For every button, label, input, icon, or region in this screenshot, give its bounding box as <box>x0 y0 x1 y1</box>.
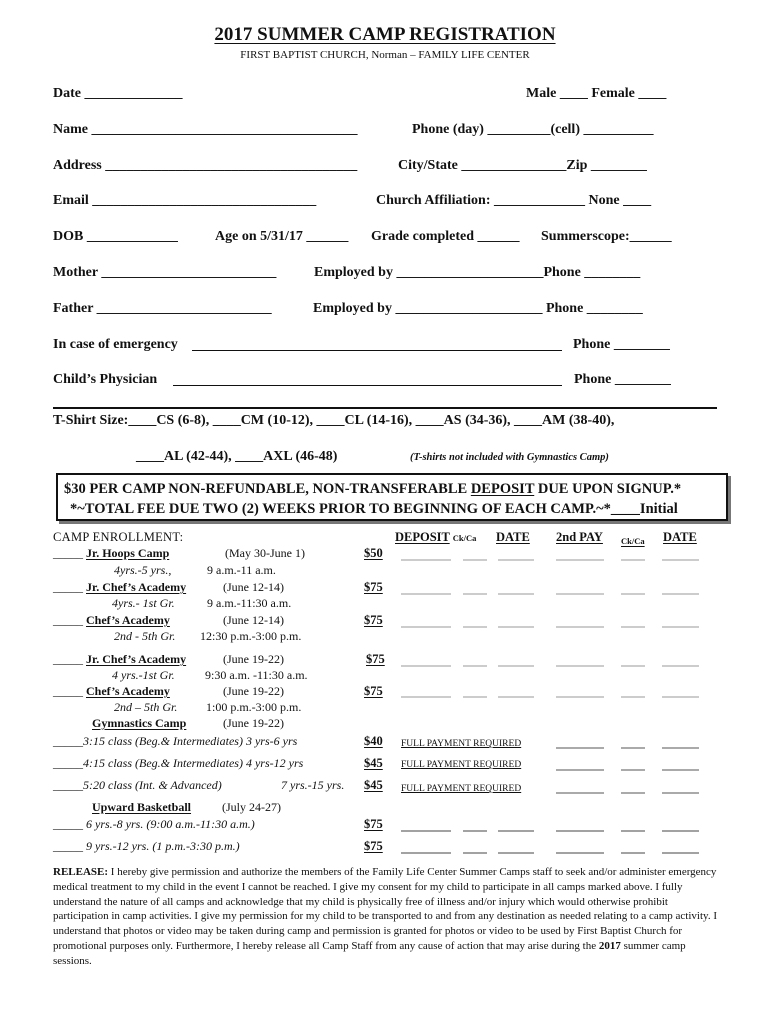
age-field[interactable]: Age on 5/31/17 ______ <box>215 229 349 244</box>
physician-phone-field[interactable]: Phone ________ <box>574 372 671 387</box>
camp-chef-2-ages: 2nd – 5th Gr. <box>114 700 178 714</box>
mother-field[interactable]: Mother _________________________ <box>53 265 277 280</box>
gym-class-315-price: $40 <box>364 734 383 748</box>
phone-field[interactable]: Phone (day) _________(cell) __________ <box>412 122 654 137</box>
release-paragraph: RELEASE: I hereby give permission and authorize the members of the Family Life Center Summer Camps staff to seek and/or administer emergency medical treatment to my child in the event I cannot be reached. I give my consent for my child to participate in all camps marked above. I fully understand the nature of all camps and acknowledge that my child is physically free of illness and/or injury which would otherwise prohibit participation in camp activities. I give my permission for my child to be transported to and from any destination as needed relating to a camp activity. I understand that photos or video may be taken during camp and permission is granted for photos or video to be used by First Baptist Church for promotional purposes only. Furthermore, I hereby release all Camp Staff from any cause of action that may arise during the 2017 summer camp sessions. <box>53 866 717 967</box>
page-title: 2017 SUMMER CAMP REGISTRATION <box>214 24 556 45</box>
camp-chef-2-time: 1:00 p.m.-3:00 p.m. <box>206 700 302 714</box>
city-zip-field[interactable]: City/State _______________Zip ________ <box>398 158 647 173</box>
gender-field[interactable]: Male ____ Female ____ <box>526 86 667 101</box>
address-field[interactable]: Address ____________________________________ <box>53 158 358 173</box>
page-subtitle: FIRST BAPTIST CHURCH, Norman – FAMILY LIFE CENTER <box>240 49 530 61</box>
camp-jr-chef-2-ages: 4 yrs.-1st Gr. <box>112 668 175 682</box>
dob-field[interactable]: DOB _____________ <box>53 229 178 244</box>
upward-morning-price: $75 <box>364 817 383 831</box>
col-deposit: DEPOSIT Ck/Ca <box>395 530 477 544</box>
camp-chef-1-time: 12:30 p.m.-3:00 p.m. <box>200 629 302 643</box>
camp-chef-2[interactable]: _____ Chef’s Academy <box>53 684 170 698</box>
camp-chef-2-dates: (June 19-22) <box>223 684 284 698</box>
upward-dates: (July 24-27) <box>222 800 281 814</box>
gym-class-520-ages: 7 yrs.-15 yrs. <box>281 778 345 792</box>
camp-jr-chef-1-dates: (June 12-14) <box>223 580 284 594</box>
date-field[interactable]: Date ______________ <box>53 86 183 101</box>
physician-label: Child’s Physician <box>53 372 158 387</box>
father-field[interactable]: Father _________________________ <box>53 301 272 316</box>
church-field[interactable]: Church Affiliation: _____________ None ____ <box>376 193 652 208</box>
camp-chef-1[interactable]: _____ Chef’s Academy <box>53 613 170 627</box>
mother-employed-field[interactable]: Employed by _____________________Phone ________ <box>314 265 641 280</box>
camp-hoops-price: $50 <box>364 546 383 560</box>
camp-jr-chef-1[interactable]: _____ Jr. Chef’s Academy <box>53 580 187 594</box>
name-field[interactable]: Name ______________________________________ <box>53 122 358 137</box>
col-2nd-pay: 2nd PAY <box>556 530 603 544</box>
full-payment-2: FULL PAYMENT REQUIRED <box>401 760 522 770</box>
tshirt-note: (T-shirts not included with Gymnastics Camp) <box>410 452 609 463</box>
camp-jr-chef-2[interactable]: _____ Jr. Chef’s Academy <box>53 652 187 666</box>
upward-afternoon[interactable]: _____ 9 yrs.-12 yrs. (1 p.m.-3:30 p.m.) <box>53 839 240 853</box>
father-employed-field[interactable]: Employed by _____________________ Phone ________ <box>313 301 643 316</box>
deposit-notice: $30 PER CAMP NON-REFUNDABLE, NON-TRANSFERABLE DEPOSIT DUE UPON SIGNUP.* *~TOTAL FEE DUE TWO (2) WEEKS PRIOR TO BEGINNING OF EACH CAMP.~*____Initial <box>56 473 728 521</box>
tshirt-sizes-adult[interactable]: ____AL (42-44), ____AXL (46-48) <box>136 449 338 464</box>
tshirt-sizes[interactable]: T-Shirt Size:____CS (6-8), ____CM (10-12), ____CL (14-16), ____AS (34-36), ____AM (38-40), <box>53 413 615 428</box>
emergency-phone-field[interactable]: Phone ________ <box>573 337 670 352</box>
camp-jr-chef-1-ages: 4yrs.- 1st Gr. <box>112 596 175 610</box>
emergency-label: In case of emergency <box>53 337 178 352</box>
camp-chef-1-price: $75 <box>364 613 383 627</box>
gym-class-415-price: $45 <box>364 756 383 770</box>
upward-heading: Upward Basketball <box>92 800 192 814</box>
camp-hoops-dates: (May 30-June 1) <box>225 546 305 560</box>
upward-afternoon-price: $75 <box>364 839 383 853</box>
camp-jr-chef-2-dates: (June 19-22) <box>223 652 284 666</box>
camp-jr-chef-1-price: $75 <box>364 580 383 594</box>
full-payment-3: FULL PAYMENT REQUIRED <box>401 784 522 794</box>
camp-chef-1-ages: 2nd - 5th Gr. <box>114 629 176 643</box>
camp-hoops[interactable]: _____ Jr. Hoops Camp <box>53 546 170 560</box>
upward-morning[interactable]: _____ 6 yrs.-8 yrs. (9:00 a.m.-11:30 a.m.) <box>53 817 255 831</box>
camp-jr-chef-1-time: 9 a.m.-11:30 a.m. <box>207 596 292 610</box>
col-ckca-2: Ck/Ca <box>621 536 645 546</box>
camp-hoops-time: 9 a.m.-11 a.m. <box>207 563 276 577</box>
gymnastics-heading: Gymnastics Camp <box>92 716 187 730</box>
camp-hoops-ages: 4yrs.-5 yrs., <box>114 563 172 577</box>
camp-chef-2-price: $75 <box>364 684 383 698</box>
col-date-2: DATE <box>663 530 697 544</box>
gym-class-520-price: $45 <box>364 778 383 792</box>
gymnastics-dates: (June 19-22) <box>223 716 284 730</box>
grade-field[interactable]: Grade completed ______ <box>371 229 520 244</box>
full-payment-1: FULL PAYMENT REQUIRED <box>401 739 522 749</box>
email-field[interactable]: Email ________________________________ <box>53 193 317 208</box>
gym-class-315[interactable]: _____3:15 class (Beg.& Intermediates) 3 yrs-6 yrs <box>53 734 298 748</box>
enrollment-heading: CAMP ENROLLMENT: <box>53 530 184 544</box>
camp-chef-1-dates: (June 12-14) <box>223 613 284 627</box>
gym-class-415[interactable]: _____4:15 class (Beg.& Intermediates) 4 yrs-12 yrs <box>53 756 304 770</box>
gym-class-520[interactable]: _____5:20 class (Int. & Advanced) <box>53 778 222 792</box>
summerscope-field[interactable]: Summerscope:______ <box>541 229 672 244</box>
camp-jr-chef-2-time: 9:30 a.m. -11:30 a.m. <box>205 668 308 682</box>
deposit-initial[interactable]: *~TOTAL FEE DUE TWO (2) WEEKS PRIOR TO BEGINNING OF EACH CAMP.~*____Initial <box>70 501 678 517</box>
camp-jr-chef-2-price: $75 <box>366 652 385 666</box>
col-date: DATE <box>496 530 530 544</box>
